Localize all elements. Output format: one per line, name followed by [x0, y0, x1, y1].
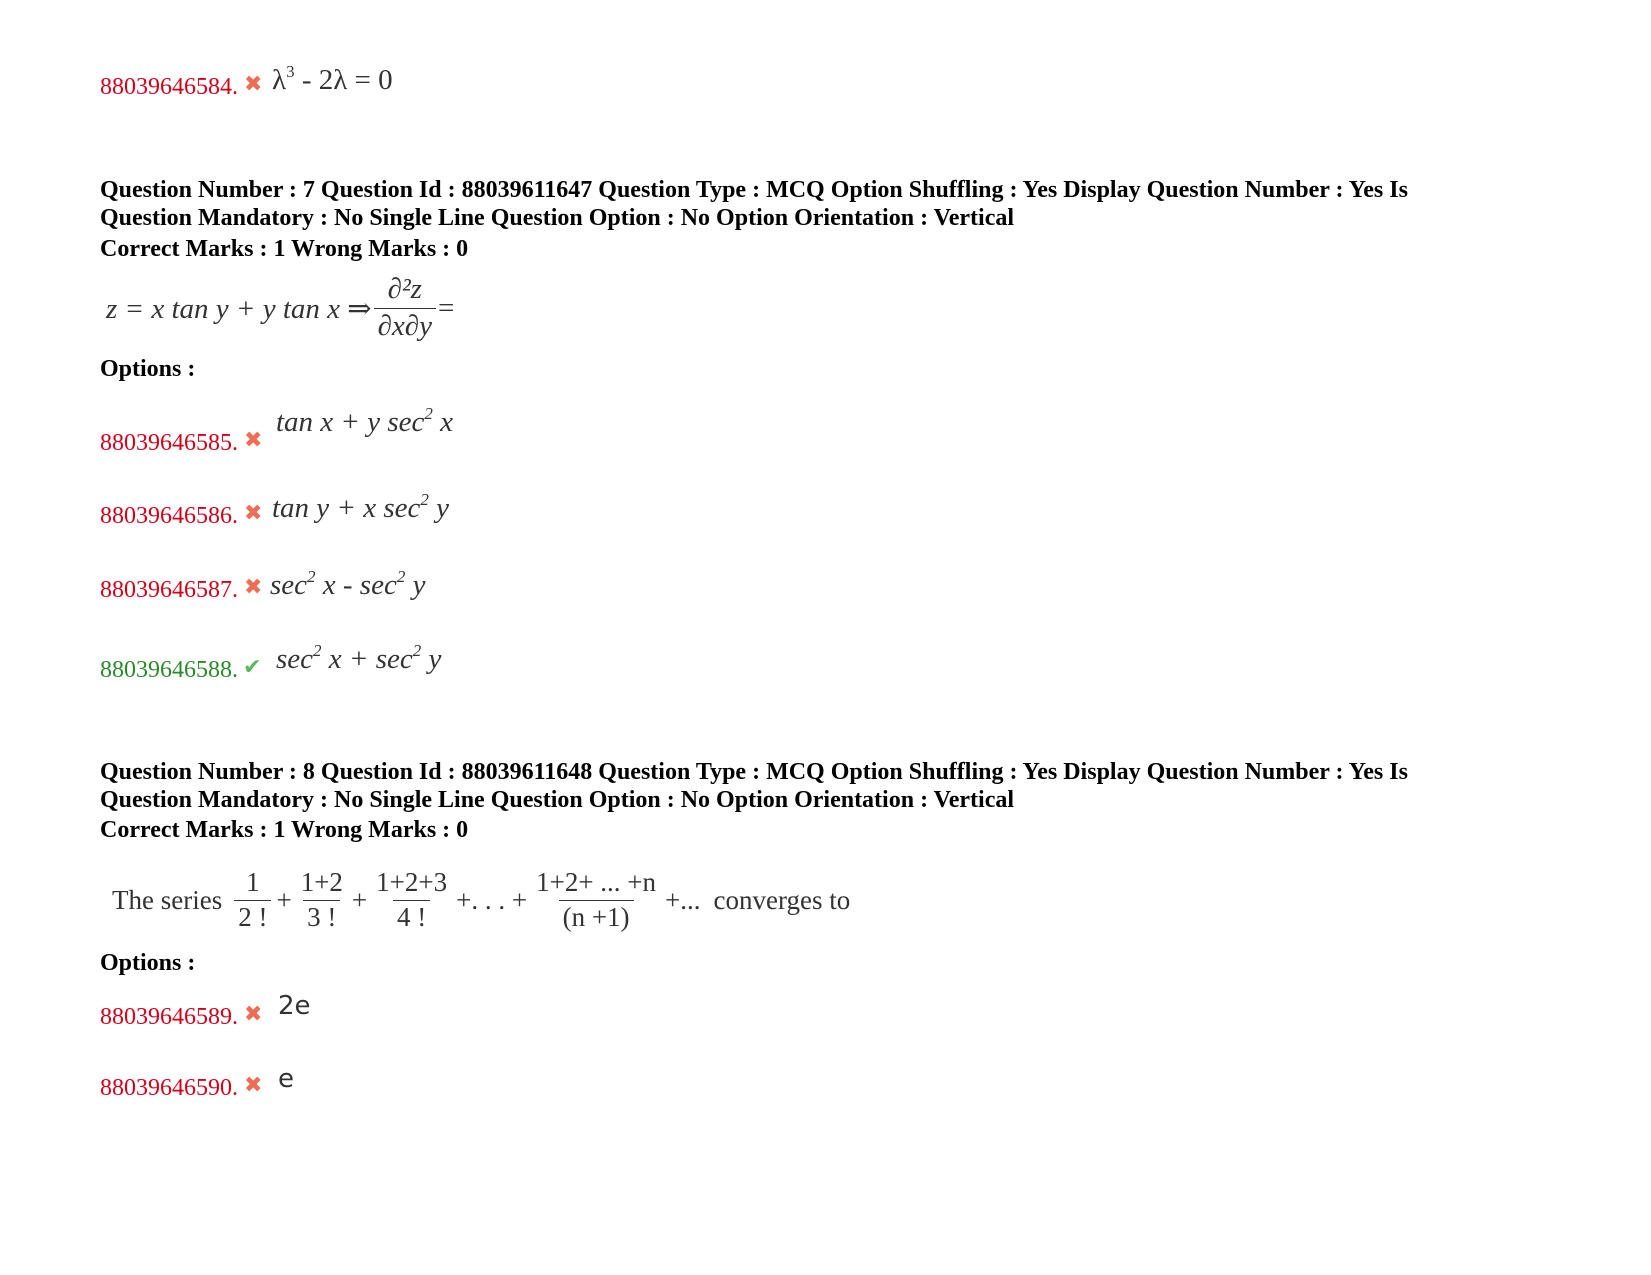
- option-id: 88039646588.: [100, 657, 238, 683]
- option-expression: $\sec^2 x + \sec^2 y$: [276, 641, 442, 675]
- option-expression: $\sec^2 x - \sec^2 y$: [270, 567, 426, 601]
- cross-mark-icon: ✖: [244, 575, 263, 600]
- options-label: Options :: [100, 950, 196, 976]
- options-label: Options :: [100, 356, 196, 382]
- cross-mark-icon: ✖: [244, 72, 263, 97]
- question-expression: The series $\frac{1}{2 !}$ + $\frac{1+2}{3 !}$ + $\frac{1+2+3}{4 !}$ +. . . + $\frac{1+2+ ... +n}{(n +1)}$ +... converges to: [112, 867, 851, 932]
- marks-info: Correct Marks : 1 Wrong Marks : 0: [100, 236, 469, 262]
- option-id: 88039646587.: [100, 577, 238, 603]
- question-header: Question Number : 8 Question Id : 88039611648 Question Type : MCQ Option Shuffling : Yes Display Question Number : Yes Is Question Mandatory : No Single Line Question Option : No Option Orientation : Vertical: [100, 759, 1408, 813]
- option-id: 88039646589.: [100, 1004, 238, 1030]
- option-expression: e: [278, 1064, 294, 1094]
- cross-mark-icon: ✖: [244, 501, 263, 526]
- cross-mark-icon: ✖: [244, 1002, 263, 1027]
- option-expression: tan x + y $\sec^2 x$: [276, 404, 454, 438]
- cross-mark-icon: ✖: [244, 428, 263, 453]
- option-row: [100, 74, 238, 101]
- question-expression: z = x tan y + y tan x ⇒ $\frac{\text{∂²z}}{\partial x\partial y}$ =: [106, 273, 455, 342]
- option-id: 88039646585.: [100, 430, 238, 456]
- option-expression: tan y + x $\sec^2 y$: [272, 490, 450, 524]
- option-id: 88039646584.: [100, 74, 238, 100]
- option-id: 88039646590.: [100, 1075, 238, 1101]
- cross-mark-icon: ✖: [244, 1073, 263, 1098]
- check-mark-icon: ✔: [243, 655, 262, 680]
- option-id: 88039646586.: [100, 503, 238, 529]
- marks-info: Correct Marks : 1 Wrong Marks : 0: [100, 817, 469, 843]
- option-expression: $\lambda^3 - 2\lambda = 0$: [272, 62, 393, 96]
- option-expression: 2e: [278, 991, 311, 1021]
- question-header: Question Number : 7 Question Id : 88039611647 Question Type : MCQ Option Shuffling : Yes Display Question Number : Yes Is Question Mandatory : No Single Line Question Option : No Option Orientation : Vertical: [100, 177, 1408, 231]
